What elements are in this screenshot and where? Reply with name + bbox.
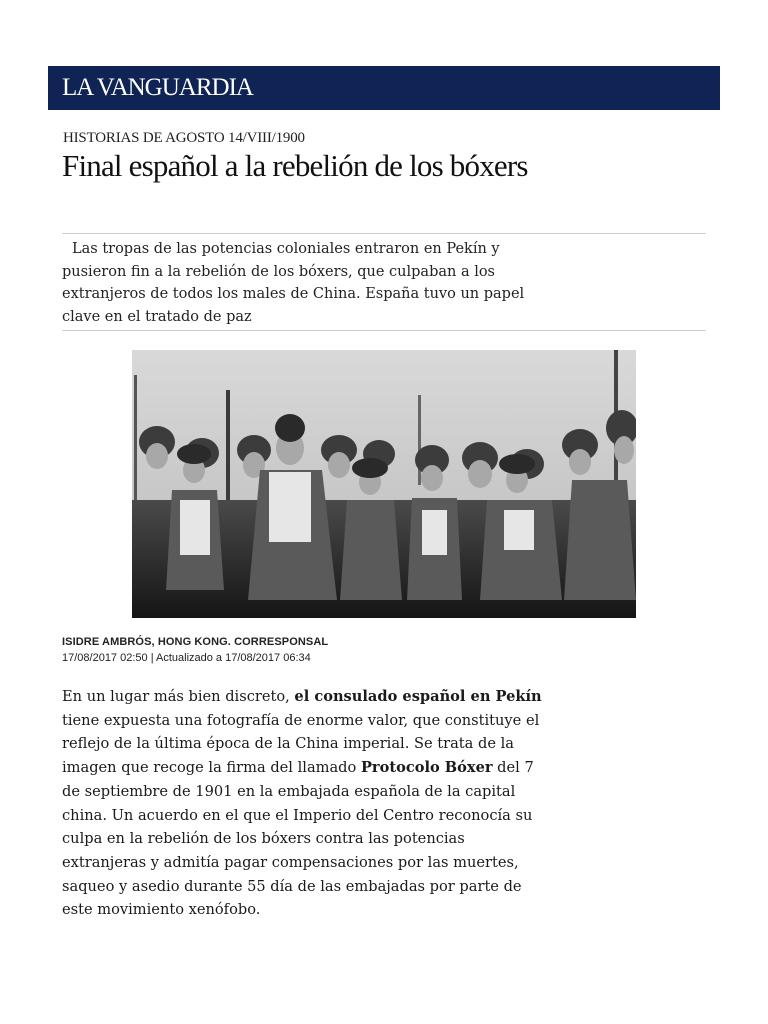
body-bold-1: el consulado español en Pekín xyxy=(294,688,542,705)
brand-logo[interactable]: LA VANGUARDIA xyxy=(62,74,253,101)
body-text-2: tiene expuesta una fotografía de enorme valor, que constituye el reflejo de la última época de la China imperial. Se trata de la imagen que recoge la firma del llamado xyxy=(62,711,540,777)
divider-top xyxy=(62,233,706,234)
publish-dates: 17/08/2017 02:50 | Actualizado a 17/08/2017 06:34 xyxy=(62,652,311,664)
body-text-1: En un lugar más bien discreto, xyxy=(62,688,295,705)
article-lede: Las tropas de las potencias coloniales entraron en Pekín y pusieron fin a la rebelión de los bóxers, que culpaban a los extranjeros de todos los males de China. España tuvo un papel clave en el tratado de paz xyxy=(62,241,525,325)
article-body xyxy=(62,685,546,922)
byline[interactable]: ISIDRE AMBRÓS, HONG KONG. CORRESPONSAL xyxy=(62,636,329,648)
divider-bottom xyxy=(62,330,706,331)
body-bold-2: Protocolo Bóxer xyxy=(360,759,493,777)
section-kicker[interactable]: HISTORIAS DE AGOSTO 14/VIII/1900 xyxy=(63,130,305,146)
masthead xyxy=(48,66,720,110)
body-text-3: del 7 de septiembre de 1901 en la embajada española de la capital china. Un acuerdo en el que el Imperio del Centro reconocía su culpa en la rebelión de los bóxers contra las potencias extranjeras y admitía pagar compensaciones por las muertes, saqueo y asedio durante 55 día de las embajadas por parte de este movimiento xenófobo. xyxy=(62,759,534,919)
article-headline: Final español a la rebelión de los bóxers xyxy=(62,148,528,183)
article-photo[interactable] xyxy=(132,350,636,618)
